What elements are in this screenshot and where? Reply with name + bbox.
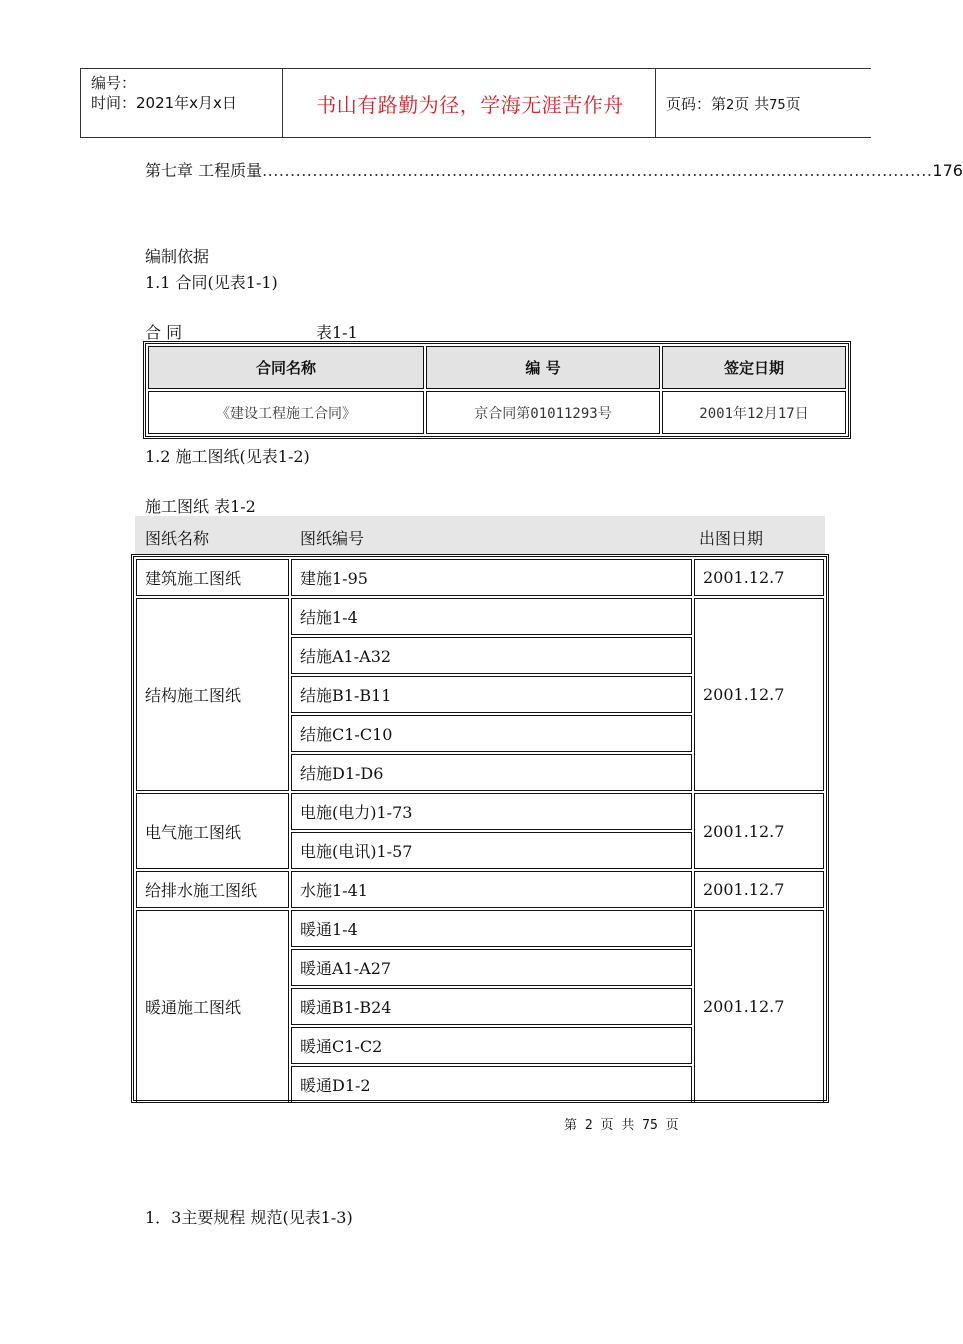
drawing-number: 暖通B1-B24 [291,988,692,1025]
header-motto: 书山有路勤为径，学海无涯苦作舟 [316,93,624,117]
table-row [136,910,824,947]
drawing-number: 水施1-41 [291,871,692,908]
drawing-date: 2001.12.7 [694,871,824,908]
drawings-table [131,554,829,1103]
table1-caption-number: 表1-1 [316,323,358,342]
drawing-number: 暖通1-4 [291,910,692,947]
drawings-table-header [135,516,825,554]
table1-caption-title: 合 同 [145,323,183,342]
table-cell: 京合同第01011293号 [426,391,660,434]
drawing-number: 结施C1-C10 [291,715,692,752]
drawing-date: 2001.12.7 [694,910,824,1103]
subsection-drawings: 1.2 施工图纸(见表1-2) [145,447,310,466]
table-row [136,598,824,635]
toc-title: 第七章 工程质量 [145,161,263,180]
drawing-category: 建筑施工图纸 [136,559,289,596]
toc-leader: ........................................................................................................................ [262,161,933,180]
drawing-category: 结构施工图纸 [136,598,289,791]
drawing-number: 建施1-95 [291,559,692,596]
header-page-number [666,93,801,114]
table-row [136,559,824,596]
table-cell: 《建设工程施工合同》 [148,391,424,434]
table-header-row [148,346,846,389]
toc-entry[interactable] [145,158,963,181]
column-header: 签定日期 [662,346,846,389]
contract-table [143,341,851,439]
drawing-number: 结施A1-A32 [291,637,692,674]
drawing-category: 给排水施工图纸 [136,871,289,908]
header-number-label: 编号： [91,74,137,92]
drawing-number: 暖通D1-2 [291,1066,692,1103]
subsection-contract: 1.1 合同(见表1-1) [145,273,278,292]
drawing-date: 2001.12.7 [694,559,824,596]
column-header: 图纸名称 [145,529,210,548]
drawing-category: 暖通施工图纸 [136,910,289,1103]
drawing-number: 电施(电讯)1-57 [291,832,692,869]
table-row [136,793,824,830]
header-page-current: 2 [726,98,735,113]
drawing-date: 2001.12.7 [694,598,824,791]
header-meta [91,73,237,113]
drawing-category: 电气施工图纸 [136,793,289,869]
toc-page-number: 176 [932,161,963,180]
header-page-total: 75 [769,98,786,113]
column-header: 图纸编号 [300,529,365,548]
header-page-prefix: 页码：第 [666,95,727,113]
column-header: 出图日期 [699,529,764,548]
drawing-date: 2001.12.7 [694,793,824,869]
table-row [148,391,846,434]
header-time: 时间：2021年x月x日 [91,94,237,112]
table-cell: 2001年12月17日 [662,391,846,434]
document-header [80,68,871,138]
subsection-standards: 1．3主要规程 规范(见表1-3) [145,1208,353,1227]
drawing-number: 结施B1-B11 [291,676,692,713]
drawing-number: 结施1-4 [291,598,692,635]
page-footer: 第 2 页 共 75 页 [564,1118,679,1133]
drawing-number: 结施D1-D6 [291,754,692,791]
table2-caption: 施工图纸 表1-2 [145,497,256,516]
drawing-number: 电施(电力)1-73 [291,793,692,830]
section-heading: 编制依据 [145,247,210,266]
header-page-mid: 页 共 [734,95,770,113]
drawing-number: 暖通A1-A27 [291,949,692,986]
column-header: 编 号 [426,346,660,389]
column-header: 合同名称 [148,346,424,389]
table-row [136,871,824,908]
drawing-number: 暖通C1-C2 [291,1027,692,1064]
header-page-suffix: 页 [785,95,801,113]
